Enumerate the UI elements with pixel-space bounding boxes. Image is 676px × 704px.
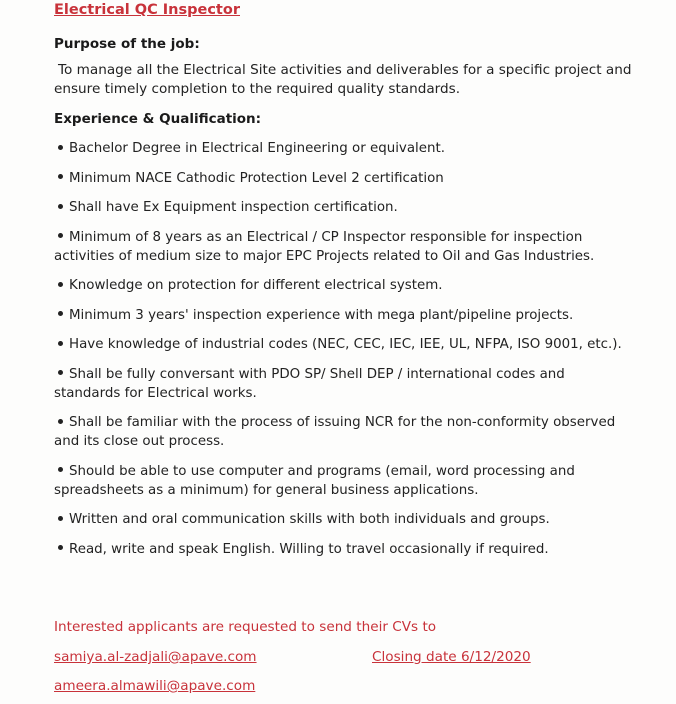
bullet-icon [58, 174, 63, 179]
list-item [54, 306, 634, 325]
list-item [54, 276, 634, 295]
list-item [54, 335, 634, 354]
list-item [54, 413, 634, 451]
list-item [54, 510, 634, 529]
bullet-icon [58, 233, 63, 238]
job-title: Electrical QC Inspector [54, 2, 240, 18]
list-item-text: Should be able to use computer and programs (email, word processing and spreadsheets as a minimum) for general business applications. [54, 463, 575, 498]
experience-heading: Experience & Qualification: [54, 111, 262, 127]
list-item-text: Minimum of 8 years as an Electrical / CP Inspector responsible for inspection activities of medium size to major EPC Projects related to Oil and Gas Industries. [54, 229, 595, 264]
bullet-icon [58, 145, 63, 150]
purpose-text [54, 61, 644, 99]
list-item-text: Have knowledge of industrial codes (NEC, CEC, IEC, IEE, UL, NFPA, ISO 9001, etc.). [69, 337, 622, 352]
list-item-text: Written and oral communication skills with both individuals and groups. [69, 512, 550, 527]
bullet-icon [58, 341, 63, 346]
list-item [54, 228, 634, 266]
list-item [54, 139, 634, 158]
list-item-text: Shall be familiar with the process of issuing NCR for the non-conformity observed and its close out process. [54, 415, 616, 449]
list-item [54, 169, 634, 188]
list-item-text: Knowledge on protection for different electrical system. [69, 278, 443, 293]
purpose-paragraph: To manage all the Electrical Site activities and deliverables for a specific project and ensure timely completion to the required quality standards. [54, 62, 632, 97]
bullet-icon [58, 204, 63, 209]
list-item [54, 540, 634, 559]
list-item-text: Minimum 3 years' inspection experience with mega plant/pipeline projects. [69, 307, 574, 323]
bullet-icon [58, 370, 63, 375]
list-item [54, 198, 634, 217]
bullet-icon [58, 282, 63, 287]
purpose-heading: Purpose of the job: [54, 36, 200, 52]
bullet-icon [58, 516, 63, 521]
qualification-list [54, 139, 634, 569]
email-link-ameera[interactable]: ameera.almawili@apave.com [54, 678, 256, 694]
list-item-text: Bachelor Degree in Electrical Engineering or equivalent. [69, 141, 445, 156]
list-item-text: Shall have Ex Equipment inspection certification. [69, 200, 398, 215]
list-item-text: Shall be fully conversant with PDO SP/ Shell DEP / international codes and standards for Electrical works. [54, 366, 565, 401]
bullet-icon [58, 311, 63, 316]
closing-date: Closing date 6/12/2020 [372, 649, 531, 665]
list-item-text: Read, write and speak English. Willing to travel occasionally if required. [69, 541, 549, 557]
bullet-icon [58, 545, 63, 550]
contact-intro: Interested applicants are requested to send their CVs to [54, 619, 437, 635]
email-link-samiya[interactable]: samiya.al-zadjali@apave.com [54, 649, 257, 665]
list-item [54, 462, 634, 500]
bullet-icon [58, 419, 63, 424]
bullet-icon [58, 467, 63, 472]
list-item-text: Minimum NACE Cathodic Protection Level 2 certification [69, 170, 444, 186]
list-item [54, 365, 634, 403]
